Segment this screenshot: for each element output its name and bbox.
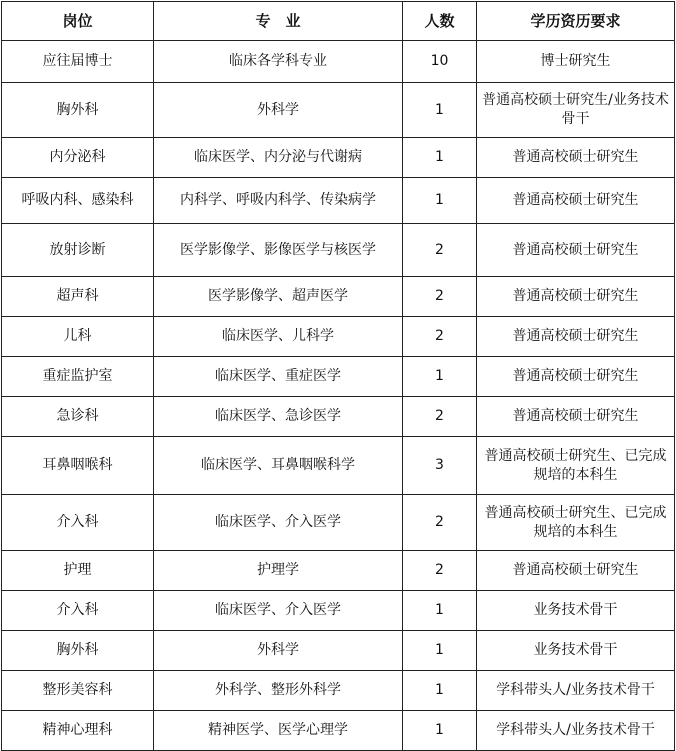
cell-count: 1	[403, 357, 477, 397]
cell-major: 临床医学、介入医学	[154, 591, 403, 631]
table-row	[2, 631, 675, 671]
cell-requirement: 业务技术骨干	[477, 631, 675, 671]
cell-position: 呼吸内科、感染科	[2, 178, 154, 224]
table-row	[2, 397, 675, 437]
cell-position: 整形美容科	[2, 671, 154, 711]
cell-count: 1	[403, 711, 477, 751]
cell-count: 1	[403, 591, 477, 631]
cell-position: 放射诊断	[2, 224, 154, 277]
cell-position: 介入科	[2, 495, 154, 551]
cell-requirement: 博士研究生	[477, 41, 675, 83]
cell-count: 1	[403, 83, 477, 138]
cell-major: 医学影像学、超声医学	[154, 277, 403, 317]
cell-count: 2	[403, 277, 477, 317]
cell-count: 1	[403, 671, 477, 711]
cell-requirement: 普通高校硕士研究生	[477, 357, 675, 397]
cell-requirement: 普通高校硕士研究生	[477, 317, 675, 357]
cell-major: 精神医学、医学心理学	[154, 711, 403, 751]
table-row	[2, 317, 675, 357]
cell-requirement: 普通高校硕士研究生	[477, 224, 675, 277]
cell-requirement: 普通高校硕士研究生	[477, 551, 675, 591]
cell-major: 临床医学、内分泌与代谢病	[154, 138, 403, 178]
cell-count: 1	[403, 138, 477, 178]
table-row	[2, 224, 675, 277]
cell-count: 3	[403, 437, 477, 495]
table-row	[2, 178, 675, 224]
cell-position: 耳鼻咽喉科	[2, 437, 154, 495]
table-row	[2, 551, 675, 591]
recruitment-table	[1, 1, 675, 751]
cell-position: 超声科	[2, 277, 154, 317]
table-row	[2, 357, 675, 397]
cell-major: 临床医学、重症医学	[154, 357, 403, 397]
table-row	[2, 437, 675, 495]
cell-position: 胸外科	[2, 83, 154, 138]
cell-count: 10	[403, 41, 477, 83]
cell-major: 外科学	[154, 83, 403, 138]
cell-position: 胸外科	[2, 631, 154, 671]
cell-major: 临床医学、介入医学	[154, 495, 403, 551]
table-row	[2, 591, 675, 631]
cell-count: 2	[403, 551, 477, 591]
cell-position: 儿科	[2, 317, 154, 357]
table-header	[2, 2, 675, 41]
cell-major: 外科学	[154, 631, 403, 671]
cell-requirement: 普通高校硕士研究生、已完成规培的本科生	[477, 495, 675, 551]
cell-requirement: 普通高校硕士研究生/业务技术骨干	[477, 83, 675, 138]
cell-major: 护理学	[154, 551, 403, 591]
table-row	[2, 277, 675, 317]
cell-count: 2	[403, 317, 477, 357]
cell-position: 介入科	[2, 591, 154, 631]
header-major: 专 业	[154, 2, 403, 41]
header-count: 人数	[403, 2, 477, 41]
header-position: 岗位	[2, 2, 154, 41]
cell-requirement: 普通高校硕士研究生	[477, 138, 675, 178]
cell-major: 临床医学、耳鼻咽喉科学	[154, 437, 403, 495]
table-row	[2, 495, 675, 551]
cell-count: 2	[403, 495, 477, 551]
cell-major: 临床医学、急诊医学	[154, 397, 403, 437]
cell-major: 外科学、整形外科学	[154, 671, 403, 711]
header-row	[2, 2, 675, 41]
cell-position: 重症监护室	[2, 357, 154, 397]
cell-major: 内科学、呼吸内科学、传染病学	[154, 178, 403, 224]
table-row	[2, 138, 675, 178]
cell-major: 临床医学、儿科学	[154, 317, 403, 357]
cell-count: 2	[403, 224, 477, 277]
cell-position: 急诊科	[2, 397, 154, 437]
cell-requirement: 普通高校硕士研究生	[477, 178, 675, 224]
cell-requirement: 学科带头人/业务技术骨干	[477, 671, 675, 711]
header-requirement: 学历资历要求	[477, 2, 675, 41]
table-row	[2, 671, 675, 711]
cell-position: 精神心理科	[2, 711, 154, 751]
cell-position: 应往届博士	[2, 41, 154, 83]
table-body	[2, 41, 675, 751]
cell-requirement: 学科带头人/业务技术骨干	[477, 711, 675, 751]
cell-count: 1	[403, 631, 477, 671]
cell-count: 2	[403, 397, 477, 437]
table-row	[2, 83, 675, 138]
cell-position: 护理	[2, 551, 154, 591]
cell-major: 医学影像学、影像医学与核医学	[154, 224, 403, 277]
cell-requirement: 普通高校硕士研究生、已完成规培的本科生	[477, 437, 675, 495]
cell-requirement: 业务技术骨干	[477, 591, 675, 631]
cell-requirement: 普通高校硕士研究生	[477, 277, 675, 317]
table-row	[2, 41, 675, 83]
table-row	[2, 711, 675, 751]
cell-count: 1	[403, 178, 477, 224]
cell-position: 内分泌科	[2, 138, 154, 178]
cell-major: 临床各学科专业	[154, 41, 403, 83]
cell-requirement: 普通高校硕士研究生	[477, 397, 675, 437]
